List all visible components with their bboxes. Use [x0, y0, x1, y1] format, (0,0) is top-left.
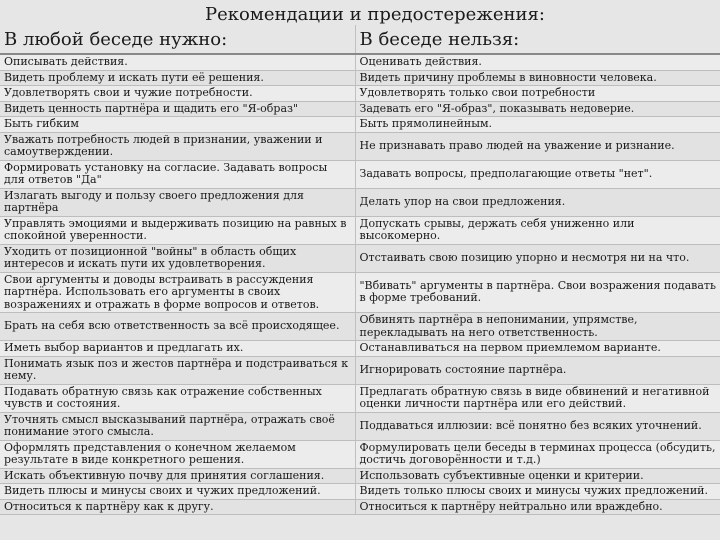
- table-row: [0, 440, 720, 468]
- table-row: [0, 117, 720, 133]
- column-header-do: В любой беседе нужно:: [0, 25, 355, 54]
- cell-do: Быть гибким: [0, 117, 355, 133]
- cell-do: Подавать обратную связь как отражение собственных чувств и состояния.: [0, 384, 355, 412]
- cell-do: Брать на себя всю ответственность за всё происходящее.: [0, 313, 355, 341]
- table-row: [0, 86, 720, 102]
- table-row: [0, 160, 720, 188]
- table-row: [0, 468, 720, 484]
- table-row: [0, 484, 720, 500]
- cell-do: Излагать выгоду и пользу своего предложения для партнёра: [0, 188, 355, 216]
- cell-do: Свои аргументы и доводы встраивать в рассуждения партнёра. Использовать его аргументы в своих возражениях и отражать в форме вопросов и ответов.: [0, 272, 355, 313]
- cell-dont: Допускать срывы, держать себя униженно или высокомерно.: [355, 216, 720, 244]
- cell-do: Иметь выбор вариантов и предлагать их.: [0, 341, 355, 357]
- table-row: [0, 70, 720, 86]
- cell-do: Формировать установку на согласие. Задавать вопросы для ответов "Да": [0, 160, 355, 188]
- table-row: [0, 272, 720, 313]
- cell-do: Описывать действия.: [0, 54, 355, 70]
- cell-do: Оформлять представления о конечном желаемом результате в виде конкретного решения.: [0, 440, 355, 468]
- cell-dont: Предлагать обратную связь в виде обвинений и негативной оценки личности партнёра или его действий.: [355, 384, 720, 412]
- cell-do: Видеть проблему и искать пути её решения.: [0, 70, 355, 86]
- cell-dont: Удовлетворять только свои потребности: [355, 86, 720, 102]
- cell-do: Уважать потребность людей в признании, уважении и самоутверждении.: [0, 132, 355, 160]
- table-row: [0, 356, 720, 384]
- recommendations-table: [0, 25, 720, 515]
- table-header-row: [0, 25, 720, 54]
- table-row: [0, 341, 720, 357]
- cell-dont: Задавать вопросы, предполагающие ответы "нет".: [355, 160, 720, 188]
- cell-dont: Обвинять партнёра в непонимании, упрямстве, перекладывать на него ответственность.: [355, 313, 720, 341]
- table-row: [0, 54, 720, 70]
- table-row: [0, 313, 720, 341]
- cell-do: Удовлетворять свои и чужие потребности.: [0, 86, 355, 102]
- cell-dont: Видеть причину проблемы в виновности человека.: [355, 70, 720, 86]
- cell-dont: Не признавать право людей на уважение и ризнание.: [355, 132, 720, 160]
- cell-do: Уходить от позиционной "войны" в область общих интересов и искать пути их удовлетворения.: [0, 244, 355, 272]
- cell-do: Понимать язык поз и жестов партнёра и подстраиваться к нему.: [0, 356, 355, 384]
- table-row: [0, 384, 720, 412]
- cell-dont: Останавливаться на первом приемлемом варианте.: [355, 341, 720, 357]
- cell-do: Уточнять смысл высказываний партнёра, отражать своё понимание этого смысла.: [0, 412, 355, 440]
- cell-dont: Отстаивать свою позицию упорно и несмотря ни на что.: [355, 244, 720, 272]
- cell-dont: Быть прямолинейным.: [355, 117, 720, 133]
- cell-dont: Поддаваться иллюзии: всё понятно без всяких уточнений.: [355, 412, 720, 440]
- cell-dont: Видеть только плюсы своих и минусы чужих предложений.: [355, 484, 720, 500]
- table-row: [0, 188, 720, 216]
- cell-dont: Делать упор на свои предложения.: [355, 188, 720, 216]
- cell-do: Управлять эмоциями и выдерживать позицию на равных в спокойной уверенности.: [0, 216, 355, 244]
- cell-dont: Формулировать цели беседы в терминах процесса (обсудить, достичь договорённости и т.д.): [355, 440, 720, 468]
- cell-dont: Задевать его "Я-образ", показывать недоверие.: [355, 101, 720, 117]
- cell-do: Видеть плюсы и минусы своих и чужих предложений.: [0, 484, 355, 500]
- column-header-dont: В беседе нельзя:: [355, 25, 720, 54]
- cell-do: Искать объективную почву для принятия соглашения.: [0, 468, 355, 484]
- table-row: [0, 499, 720, 515]
- table-row: [0, 216, 720, 244]
- table-row: [0, 244, 720, 272]
- table-row: [0, 132, 720, 160]
- cell-dont: Оценивать действия.: [355, 54, 720, 70]
- cell-dont: Игнорировать состояние партнёра.: [355, 356, 720, 384]
- cell-do: Видеть ценность партнёра и щадить его "Я-образ": [0, 101, 355, 117]
- table-row: [0, 101, 720, 117]
- cell-dont: Относиться к партнёру нейтрально или враждебно.: [355, 499, 720, 515]
- table-row: [0, 412, 720, 440]
- cell-dont: Использовать субъективные оценки и критерии.: [355, 468, 720, 484]
- cell-do: Относиться к партнёру как к другу.: [0, 499, 355, 515]
- cell-dont: "Вбивать" аргументы в партнёра. Свои возражения подавать в форме требований.: [355, 272, 720, 313]
- page-title: Рекомендации и предостережения:: [205, 4, 545, 25]
